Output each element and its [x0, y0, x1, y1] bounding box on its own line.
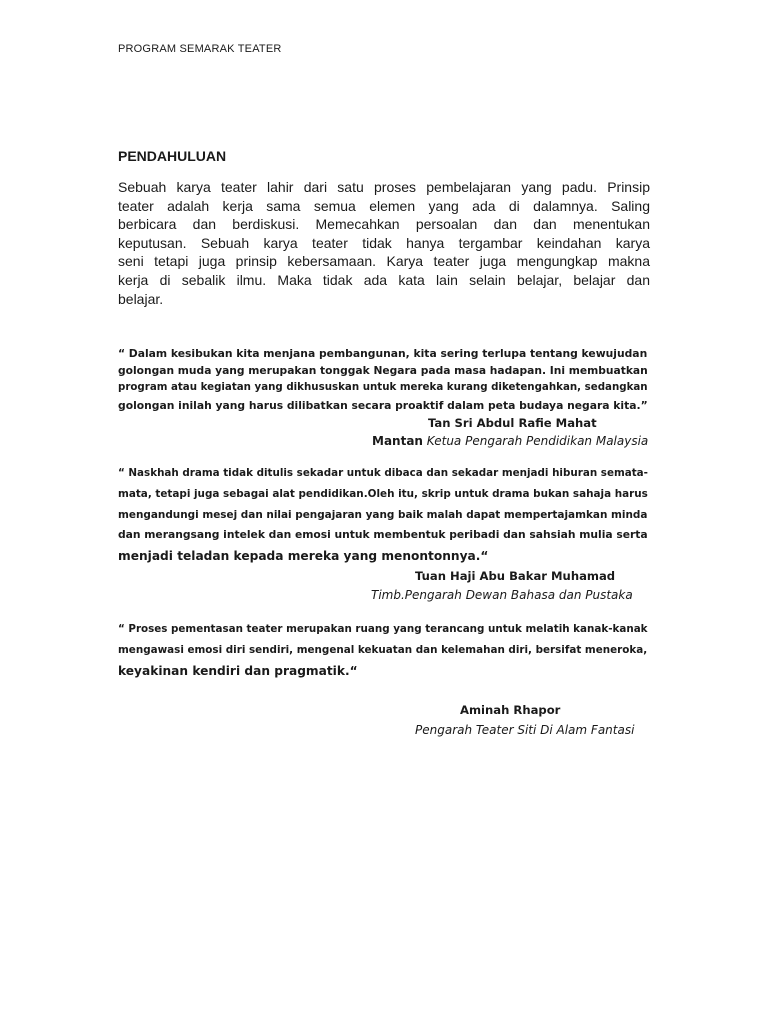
- quote-line: golongan inilah yang harus dilibatkan secara proaktif dalam peta budaya negara kita.”: [118, 398, 648, 412]
- intro-line: belajar.: [118, 290, 164, 307]
- intro-line: Sebuah karya teater lahir dari satu proses pembelajaran yang padu. Prinsip: [118, 179, 650, 195]
- intro-line: berbicara dan berdiskusi. Memecahkan persoalan dan dan menentukan: [118, 216, 650, 233]
- quote-1-title: [372, 434, 648, 448]
- quote-line: dan merangsang intelek dan emosi untuk membentuk peribadi dan sahsiah mulia serta: [118, 528, 648, 542]
- quote-line: “ Dalam kesibukan kita menjana pembangunan, kita sering terlupa tentang kewujudan: [118, 347, 648, 360]
- intro-line: kerja di sebalik ilmu. Maka tidak ada kata lain selain belajar, belajar dan: [118, 271, 650, 288]
- intro-line: keputusan. Sebuah karya teater tidak hanya tergambar keindahan karya: [118, 234, 650, 251]
- intro-paragraph: [118, 178, 650, 308]
- quote-1-author: Tan Sri Abdul Rafie Mahat: [428, 416, 597, 430]
- quote-3: [118, 619, 653, 681]
- section-heading: PENDAHULUAN: [118, 148, 227, 164]
- quote-line: “ Proses pementasan teater merupakan ruang yang terancang untuk melatih kanak-kanak: [118, 623, 648, 635]
- quote-3-title: Pengarah Teater Siti Di Alam Fantasi: [415, 723, 635, 737]
- quote-3-author: Aminah Rhapor: [460, 703, 561, 717]
- quote-line: mata, tetapi juga sebagai alat pendidikan.Oleh itu, skrip untuk drama bukan sahaja harus: [118, 487, 648, 500]
- quote-line: “ Naskhah drama tidak ditulis sekadar untuk dibaca dan sekadar menjadi hiburan semata-: [118, 467, 648, 479]
- quote-line: golongan muda yang merupakan tonggak Negara pada masa hadapan. Ini membuatkan: [118, 364, 648, 378]
- intro-line: teater adalah kerja sama semua elemen yang ada di dalamnya. Saling: [118, 197, 650, 214]
- quote-line: keyakinan kendiri dan pragmatik.“: [118, 663, 358, 678]
- quote-line: menjadi teladan kepada mereka yang menontonnya.“: [118, 549, 489, 564]
- intro-line: seni tetapi juga prinsip kebersamaan. Karya teater juga mengungkap makna: [118, 253, 650, 270]
- quote-1-title-text: Ketua Pengarah Pendidikan Malaysia: [426, 434, 649, 448]
- quote-line: mengawasi emosi diri sendiri, mengenal kekuatan dan kelemahan diri, bersifat meneroka,: [118, 643, 648, 656]
- quote-1-title-prefix: Mantan: [372, 434, 423, 448]
- quote-line: mengandungi mesej dan nilai pengajaran yang baik malah dapat mempertajamkan minda: [118, 508, 648, 521]
- quote-2: [118, 463, 653, 567]
- page-header: PROGRAM SEMARAK TEATER: [118, 43, 282, 55]
- quote-2-author: Tuan Haji Abu Bakar Muhamad: [415, 569, 616, 583]
- quote-line: program atau kegiatan yang dikhususkan untuk mereka kurang diketengahkan, sedangkan: [118, 381, 648, 394]
- quote-2-title: Timb.Pengarah Dewan Bahasa dan Pustaka: [371, 588, 633, 602]
- quote-1: [118, 345, 653, 414]
